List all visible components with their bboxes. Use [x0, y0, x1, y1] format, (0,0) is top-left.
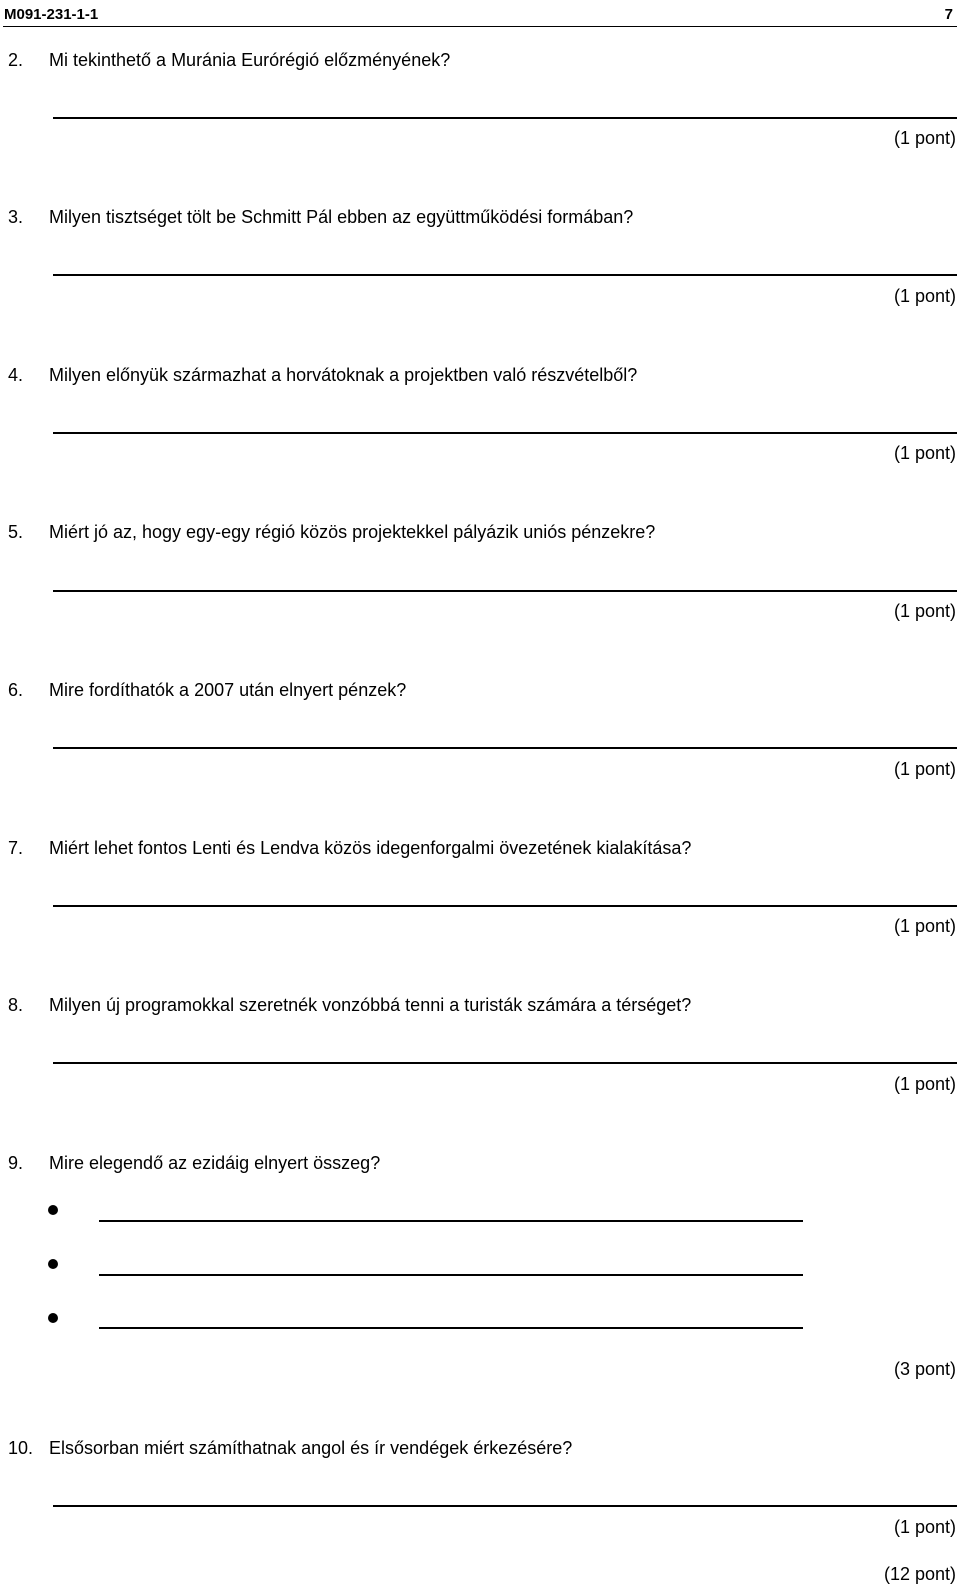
- total-points-label: (12 pont): [883, 1564, 956, 1584]
- answer-line[interactable]: [53, 905, 957, 907]
- answer-line[interactable]: [99, 1327, 803, 1329]
- bullet-icon: [48, 1313, 58, 1323]
- answer-line[interactable]: [99, 1220, 803, 1222]
- question-number: 9.: [8, 1153, 24, 1173]
- question-number: 4.: [8, 365, 24, 385]
- points-label: (1 pont): [893, 443, 956, 463]
- answer-line[interactable]: [53, 747, 957, 749]
- question-text: Elsősorban miért számíthatnak angol és ír vendégek érkezésére?: [49, 1438, 573, 1458]
- bullet-icon: [48, 1205, 58, 1215]
- answer-line[interactable]: [53, 1062, 957, 1064]
- page-number: 7: [944, 6, 953, 23]
- question-number: 8.: [8, 995, 24, 1015]
- points-label: (1 pont): [893, 916, 956, 936]
- points-label: (1 pont): [893, 759, 956, 779]
- answer-line[interactable]: [53, 274, 957, 276]
- answer-line[interactable]: [99, 1274, 803, 1276]
- question-number: 3.: [8, 207, 24, 227]
- page-header: [3, 0, 957, 27]
- document-code: M091-231-1-1: [4, 6, 99, 23]
- points-label: (1 pont): [893, 286, 956, 306]
- question-number: 2.: [8, 50, 24, 70]
- points-label: (1 pont): [893, 1074, 956, 1094]
- answer-line[interactable]: [53, 590, 957, 592]
- points-label: (3 pont): [893, 1359, 956, 1379]
- answer-line[interactable]: [53, 432, 957, 434]
- question-text: Milyen előnyük származhat a horvátoknak a projektben való részvételből?: [49, 365, 638, 385]
- question-number: 7.: [8, 838, 24, 858]
- points-label: (1 pont): [893, 1517, 956, 1537]
- answer-line[interactable]: [53, 1505, 957, 1507]
- question-text: Mi tekinthető a Muránia Eurórégió előzményének?: [49, 50, 451, 70]
- question-text: Miért jó az, hogy egy-egy régió közös projektekkel pályázik uniós pénzekre?: [49, 522, 656, 542]
- question-text: Milyen tisztséget tölt be Schmitt Pál ebben az együttműködési formában?: [49, 207, 634, 227]
- answer-line[interactable]: [53, 117, 957, 119]
- bullet-icon: [48, 1259, 58, 1269]
- question-number: 6.: [8, 680, 24, 700]
- question-text: Mire elegendő az ezidáig elnyert összeg?: [49, 1153, 381, 1173]
- question-text: Mire fordíthatók a 2007 után elnyert pénzek?: [49, 680, 407, 700]
- question-number: 5.: [8, 522, 24, 542]
- question-text: Miért lehet fontos Lenti és Lendva közös idegenforgalmi övezetének kialakítása?: [49, 838, 692, 858]
- question-number: 10.: [8, 1438, 34, 1458]
- points-label: (1 pont): [893, 601, 956, 621]
- points-label: (1 pont): [893, 128, 956, 148]
- question-text: Milyen új programokkal szeretnék vonzóbbá tenni a turisták számára a térséget?: [49, 995, 692, 1015]
